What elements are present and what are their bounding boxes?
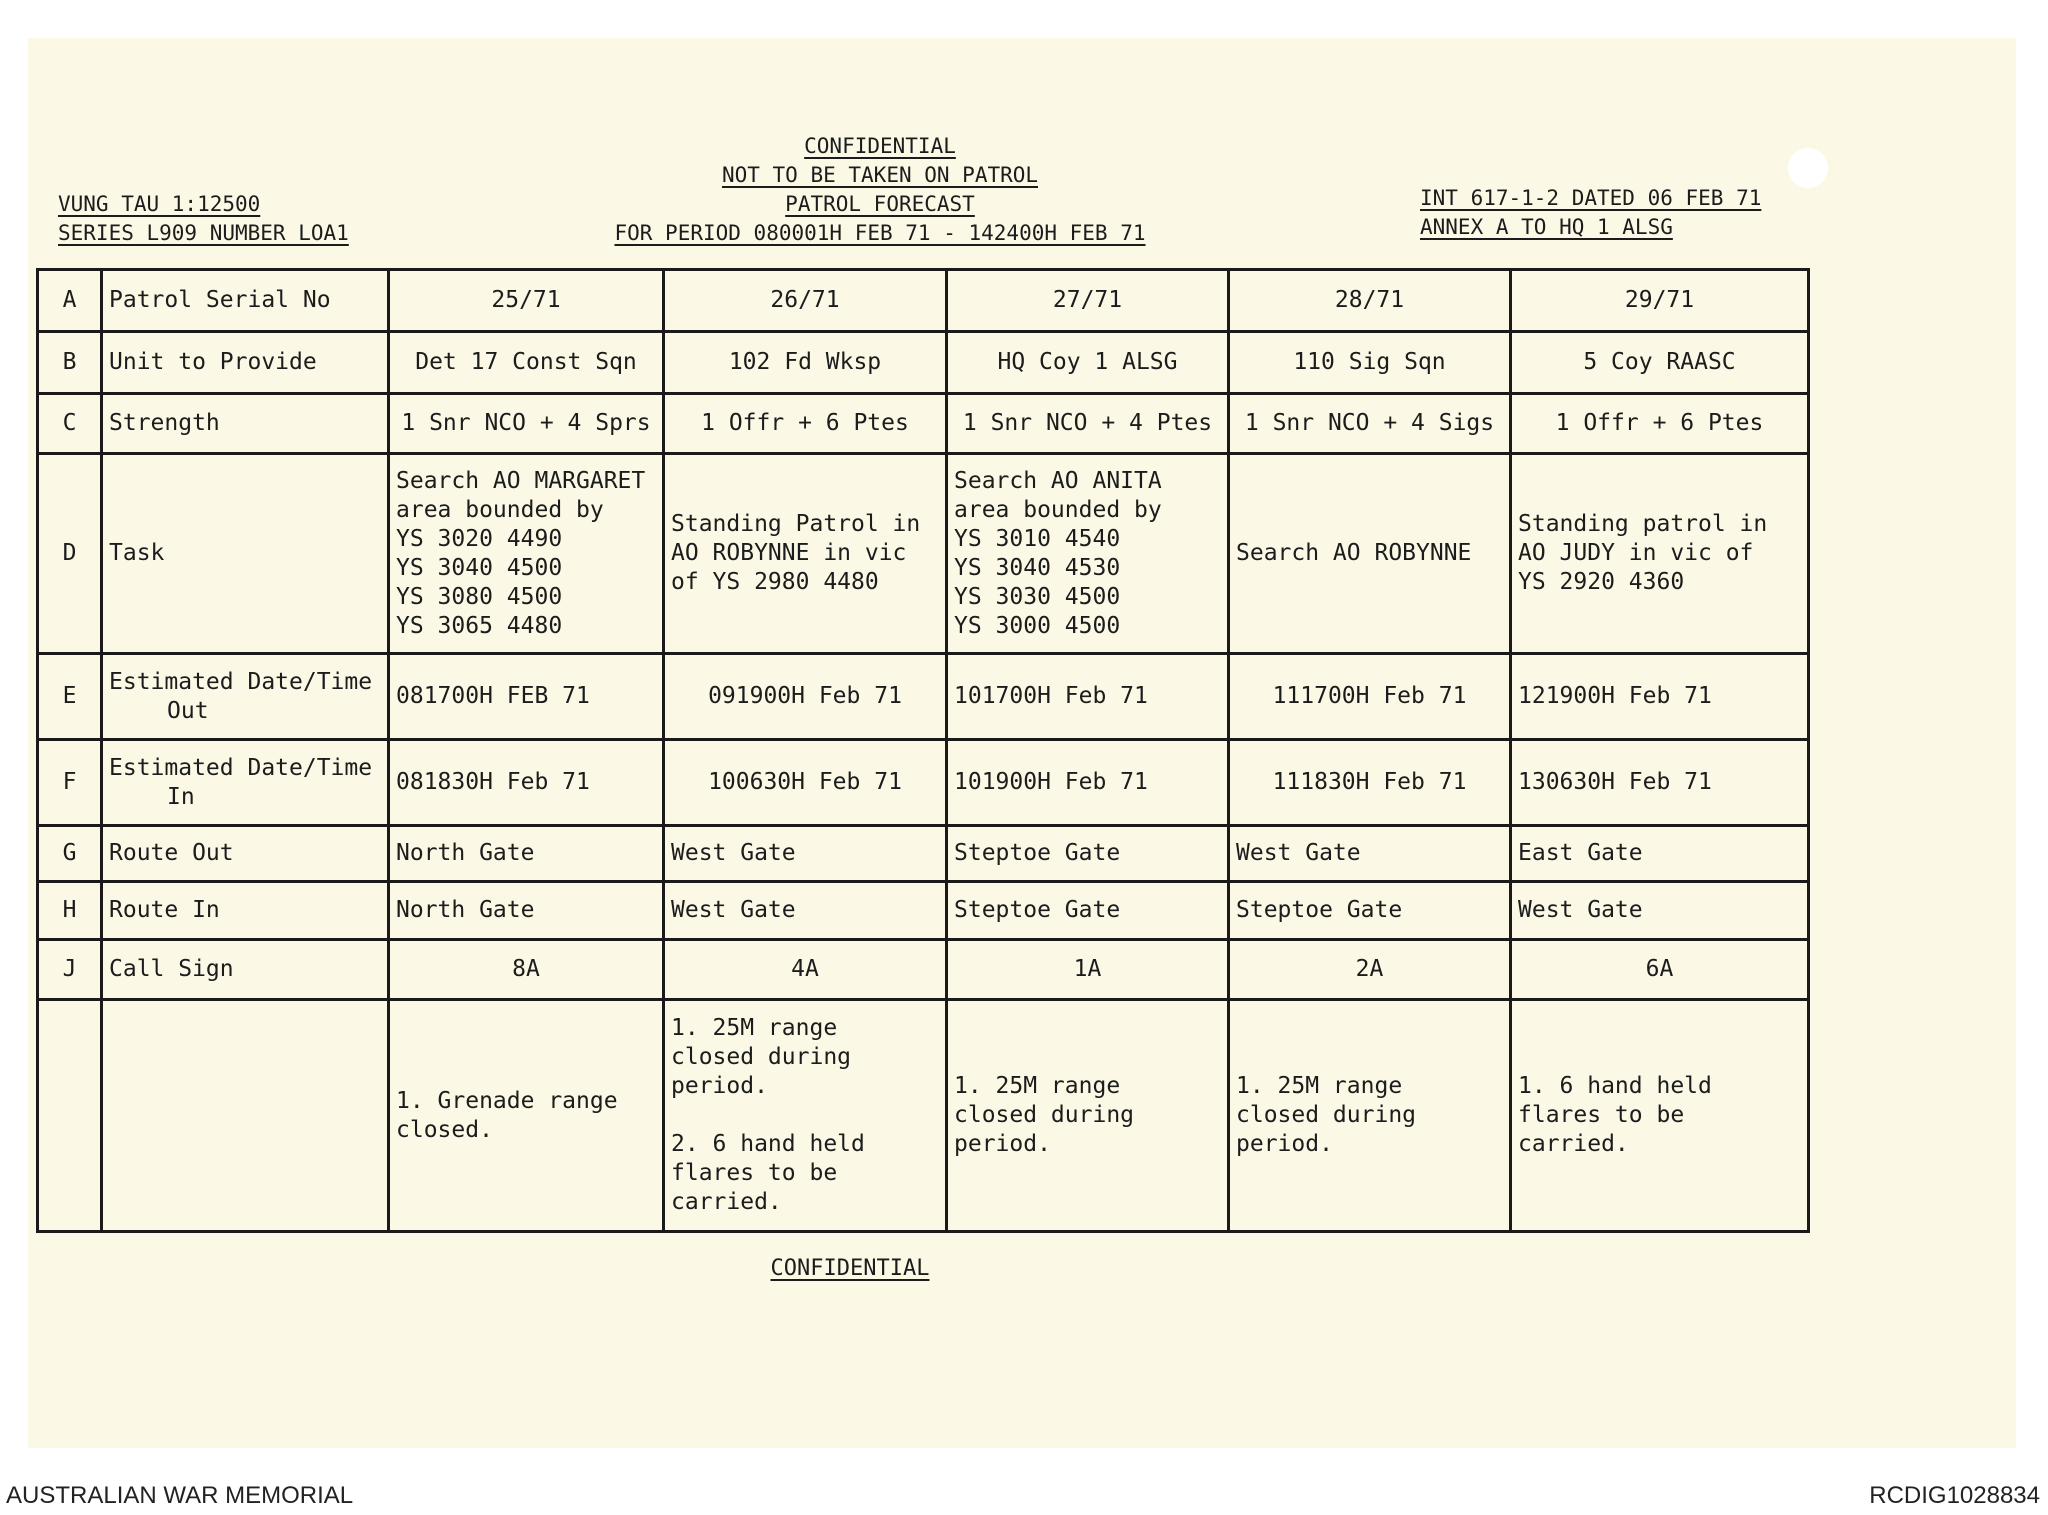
table-cell: 1A — [947, 940, 1229, 1000]
table-cell: 101900H Feb 71 — [947, 740, 1229, 826]
reference-number: INT 617-1-2 DATED 06 FEB 71 — [1420, 186, 1762, 210]
table-cell: Steptoe Gate — [1229, 882, 1511, 940]
table-cell: 29/71 — [1511, 270, 1809, 332]
remarks-cell — [1511, 1000, 1809, 1232]
task-line: Standing patrol in — [1518, 511, 1768, 537]
table-row — [38, 826, 1809, 882]
task-line: Search AO ROBYNNE — [1236, 540, 1472, 566]
table-cell: 101700H Feb 71 — [947, 654, 1229, 740]
remarks-cell — [947, 1000, 1229, 1232]
task-line: Standing Patrol in — [671, 511, 921, 537]
classification-bottom: CONFIDENTIAL — [770, 1256, 930, 1281]
table-cell: 1 Offr + 6 Ptes — [664, 394, 947, 454]
table-cell: 1 Offr + 6 Ptes — [1511, 394, 1809, 454]
row-label-line: Out — [167, 697, 209, 724]
table-row — [38, 332, 1809, 394]
row-letter: B — [38, 332, 102, 394]
row-label-line: Estimated Date/Time — [109, 754, 373, 781]
task-line: YS 3080 4500 — [396, 583, 563, 610]
row-letter: E — [38, 654, 102, 740]
table-cell: 121900H Feb 71 — [1511, 654, 1809, 740]
remarks-cell — [664, 1000, 947, 1232]
task-line: YS 3040 4500 — [396, 554, 563, 581]
table-cell: 1 Snr NCO + 4 Sprs — [389, 394, 664, 454]
task-line: AO ROBYNNE in vic — [671, 540, 907, 566]
remarks-line: period. — [954, 1131, 1051, 1157]
row-label-line: In — [167, 783, 195, 810]
map-series: SERIES L909 NUMBER LOA1 — [58, 221, 349, 245]
row-label: Route In — [102, 882, 389, 940]
remarks-line: flares to be — [671, 1160, 838, 1186]
row-label: Route Out — [102, 826, 389, 882]
table-cell: Steptoe Gate — [947, 826, 1229, 882]
remarks-line: closed during — [954, 1102, 1135, 1128]
row-label: Task — [102, 454, 389, 654]
row-label: Strength — [102, 394, 389, 454]
table-row — [38, 1000, 1809, 1232]
table-cell: 130630H Feb 71 — [1511, 740, 1809, 826]
table-cell: West Gate — [1511, 882, 1809, 940]
task-line: YS 2920 4360 — [1518, 569, 1685, 595]
table-row — [38, 740, 1809, 826]
remarks-line: closed during — [1236, 1102, 1417, 1128]
table-cell: 102 Fd Wksp — [664, 332, 947, 394]
table-cell: 081830H Feb 71 — [389, 740, 664, 826]
document-reference — [1420, 184, 1761, 242]
table-cell: 081700H FEB 71 — [389, 654, 664, 740]
row-label-line: Estimated Date/Time — [109, 668, 373, 695]
row-letter: H — [38, 882, 102, 940]
table-cell: 6A — [1511, 940, 1809, 1000]
task-line: YS 3020 4490 — [396, 525, 563, 552]
table-row — [38, 940, 1809, 1000]
table-cell: North Gate — [389, 882, 664, 940]
row-label — [102, 654, 389, 740]
table-cell: 110 Sig Sqn — [1229, 332, 1511, 394]
table-row — [38, 270, 1809, 332]
task-cell — [664, 454, 947, 654]
table-row — [38, 454, 1809, 654]
row-letter: G — [38, 826, 102, 882]
task-cell — [1229, 454, 1511, 654]
row-label: Unit to Provide — [102, 332, 389, 394]
classification-top: CONFIDENTIAL — [804, 134, 956, 158]
row-letter: C — [38, 394, 102, 454]
table-cell: 111830H Feb 71 — [1229, 740, 1511, 826]
task-line: area bounded by — [396, 496, 604, 523]
map-sheet: VUNG TAU 1:12500 — [58, 192, 261, 216]
table-cell: West Gate — [664, 882, 947, 940]
remarks-line: 1. 6 hand held — [1518, 1073, 1712, 1099]
table-cell: 26/71 — [664, 270, 947, 332]
table-cell: 25/71 — [389, 270, 664, 332]
table-cell: Det 17 Const Sqn — [389, 332, 664, 394]
table-cell: West Gate — [664, 826, 947, 882]
table-cell: 091900H Feb 71 — [664, 654, 947, 740]
task-line: AO JUDY in vic of — [1518, 540, 1754, 566]
row-label: Call Sign — [102, 940, 389, 1000]
remarks-line: closed. — [396, 1116, 493, 1143]
table-cell: 1 Snr NCO + 4 Sigs — [1229, 394, 1511, 454]
task-line: YS 3030 4500 — [954, 583, 1121, 610]
remarks-line: 2. 6 hand held — [671, 1131, 865, 1157]
row-letter — [38, 1000, 102, 1232]
annex-reference: ANNEX A TO HQ 1 ALSG — [1420, 215, 1673, 239]
table-cell: Steptoe Gate — [947, 882, 1229, 940]
task-cell — [389, 454, 664, 654]
document-title-block — [580, 132, 1180, 248]
remarks-line: period. — [671, 1073, 768, 1099]
table-cell: 100630H Feb 71 — [664, 740, 947, 826]
table-cell: 2A — [1229, 940, 1511, 1000]
remarks-cell — [389, 1000, 664, 1232]
row-letter: D — [38, 454, 102, 654]
remarks-line: 1. Grenade range — [396, 1087, 618, 1114]
table-cell: North Gate — [389, 826, 664, 882]
remarks-line: period. — [1236, 1131, 1333, 1157]
task-line: Search AO MARGARET — [396, 467, 646, 494]
task-line: Search AO ANITA — [954, 467, 1162, 494]
table-cell: East Gate — [1511, 826, 1809, 882]
remarks-line: closed during — [671, 1044, 852, 1070]
task-line: YS 3010 4540 — [954, 525, 1121, 552]
forecast-period: FOR PERIOD 080001H FEB 71 - 142400H FEB 71 — [614, 221, 1146, 245]
row-letter: J — [38, 940, 102, 1000]
task-line: of YS 2980 4480 — [671, 569, 879, 595]
task-cell — [947, 454, 1229, 654]
task-line: YS 3040 4530 — [954, 554, 1121, 581]
archive-source: AUSTRALIAN WAR MEMORIAL — [6, 1482, 354, 1509]
table-cell: HQ Coy 1 ALSG — [947, 332, 1229, 394]
archive-id: RCDIG1028834 — [1869, 1482, 2040, 1509]
row-label: Patrol Serial No — [102, 270, 389, 332]
remarks-line: flares to be — [1518, 1102, 1685, 1128]
table-cell: West Gate — [1229, 826, 1511, 882]
table-cell: 5 Coy RAASC — [1511, 332, 1809, 394]
table-cell: 4A — [664, 940, 947, 1000]
map-reference — [58, 190, 349, 248]
remarks-line: 1. 25M range — [1236, 1073, 1403, 1099]
patrol-forecast-table — [36, 268, 1810, 1233]
remarks-line: carried. — [671, 1189, 782, 1215]
row-label — [102, 1000, 389, 1232]
table-cell: 8A — [389, 940, 664, 1000]
task-cell — [1511, 454, 1809, 654]
table-cell: 111700H Feb 71 — [1229, 654, 1511, 740]
task-line: area bounded by — [954, 496, 1162, 523]
remarks-line: 1. 25M range — [954, 1073, 1121, 1099]
table-cell: 27/71 — [947, 270, 1229, 332]
remarks-gap — [671, 1101, 939, 1130]
row-label — [102, 740, 389, 826]
table-row — [38, 654, 1809, 740]
table-row — [38, 882, 1809, 940]
remarks-line: carried. — [1518, 1131, 1629, 1157]
row-letter: F — [38, 740, 102, 826]
document-title: PATROL FORECAST — [785, 192, 975, 216]
table-cell: 28/71 — [1229, 270, 1511, 332]
table-cell: 1 Snr NCO + 4 Ptes — [947, 394, 1229, 454]
task-line: YS 3000 4500 — [954, 612, 1121, 639]
remarks-line: 1. 25M range — [671, 1015, 838, 1041]
handling-caveat: NOT TO BE TAKEN ON PATROL — [721, 163, 1039, 187]
task-line: YS 3065 4480 — [396, 612, 563, 639]
table-row — [38, 394, 1809, 454]
row-letter: A — [38, 270, 102, 332]
punch-hole — [1788, 148, 1828, 188]
remarks-cell — [1229, 1000, 1511, 1232]
